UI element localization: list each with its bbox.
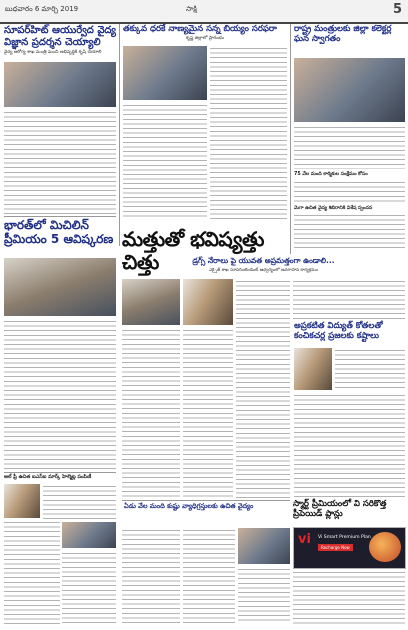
article-medical-camp (294, 206, 405, 212)
page-number: 5 (392, 2, 402, 17)
subhead: డ్రగ్స్ నేరాలు పై యువత అప్రమత్తంగా ఉండాలి... (192, 256, 335, 265)
headline: మత్తుతో భవిష్యత్తు చిత్తు (122, 227, 264, 274)
article-body (4, 319, 116, 469)
article-ayurveda (4, 25, 116, 56)
subhead: కృష్ణ జిల్లాలో ప్రారంభం (185, 35, 225, 41)
article-body (335, 348, 405, 390)
column-divider (290, 24, 291, 254)
article-body (183, 528, 235, 624)
news-photo (183, 279, 233, 325)
article-body (62, 551, 116, 624)
news-photo (238, 528, 290, 564)
article-body (294, 393, 405, 497)
feature-subhead (122, 256, 405, 274)
page-date: బుధవారం 6 మార్చి 2019 (5, 5, 79, 13)
headline: మెగా ఉచిత వైద్య శిబిరానికి విశేష స్పందన (294, 206, 373, 211)
headline: తక్కువ ధరకే నాణ్యమైన సన్న బియ్యం సరఫరా (123, 24, 277, 34)
ad-cta-button[interactable]: Recharge Now (318, 544, 353, 551)
article-body (293, 279, 405, 319)
vi-advertisement[interactable] (293, 527, 406, 569)
news-photo (123, 46, 207, 100)
article-leprosy (124, 503, 288, 511)
byline: ఎక్సైజ్ శాఖ సూపరింటెండెంట్ ఆధ్వర్యంలో అవగాహన కార్యక్రమం (208, 268, 319, 273)
article-rice (123, 25, 287, 42)
article-body (4, 110, 116, 214)
article-body (294, 180, 405, 204)
article-smart-premium (293, 500, 405, 520)
news-photo (294, 58, 405, 122)
article-body (236, 279, 290, 498)
article-body (183, 328, 233, 498)
divider (4, 216, 116, 217)
news-photo (122, 279, 180, 325)
article-michelin (4, 219, 116, 247)
headline: 75 వేల మంది కార్మికుల సంక్షేమం కోసం (294, 172, 368, 177)
news-photo (62, 522, 116, 548)
divider (4, 472, 116, 473)
news-photo (4, 484, 40, 518)
article-helmets (4, 475, 116, 481)
article-body (122, 528, 180, 624)
page-header (0, 0, 408, 24)
news-photo (4, 258, 116, 316)
headline: సూపర్‌హిట్ ఆయుర్వేద వైద్య విజ్ఞాన ప్రదర్శన చెయ్యాలి (4, 25, 116, 48)
article-body (293, 570, 405, 624)
ad-tagline: Vi Smart Premium Plan (318, 535, 371, 540)
article-workers (294, 172, 405, 178)
headline: భారత్‌లో మిచిలిన్ ప్రీమియం 5 ఆవిష్కరణ (4, 218, 114, 246)
headline: రాష్ట్ర మంత్రులకు జిల్లా కలెక్టర్ల ఘన స్వాగతం (294, 24, 392, 44)
subhead: వైద్య ఆరోగ్య శాఖ మంత్రి మంచి అభివృద్ధికి కృషి చేయాలి (4, 50, 102, 55)
article-body (43, 484, 116, 522)
section-name: సాక్షి (186, 5, 197, 13)
ad-product-image (369, 532, 401, 562)
news-photo (294, 348, 332, 390)
article-body (122, 328, 180, 498)
news-photo (4, 62, 116, 107)
article-body (4, 520, 60, 624)
headline: ఆల్ ఫ్రీ ఉచిత ఐఎస్ఐ మార్క్ హెల్మెట్ల పంపిణీ (4, 474, 92, 480)
article-body (294, 213, 405, 251)
headline: స్మార్ట్ ప్రీమియంలో వి సరికొత్త ప్రీపెయిడ్ ప్లాన్లు (293, 499, 387, 519)
column-divider (119, 24, 120, 246)
article-body (238, 567, 290, 624)
divider (122, 500, 290, 501)
headline: ఏడు వేల మంది కుష్టు వ్యాధిగ్రస్తులకు ఉచిత వైద్యం (124, 502, 254, 510)
article-power-cuts (294, 322, 405, 342)
article-body (210, 46, 287, 219)
vi-logo: vi (298, 532, 311, 547)
headline: అప్రకటిత విద్యుత్ కోతలతో కంచికచర్ల ప్రజలకు కష్టాలు (294, 321, 383, 341)
article-ministers (294, 25, 405, 45)
article-body (294, 125, 405, 169)
article-body (123, 103, 207, 219)
